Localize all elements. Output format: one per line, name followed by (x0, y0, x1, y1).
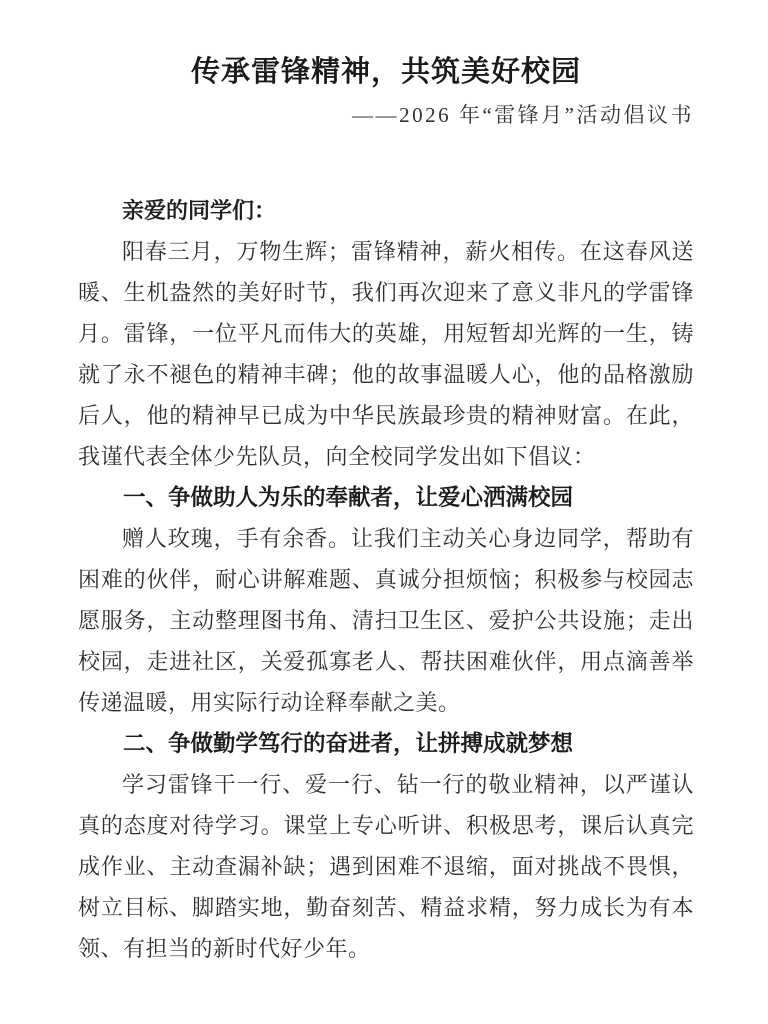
section-2-paragraph: 学习雷锋干一行、爱一行、钻一行的敬业精神，以严谨认真的态度对待学习。课堂上专心听讲、积极思考，课后认真完成作业、主动查漏补缺；遇到困难不退缩，面对挑战不畏惧，树立目标、脚踏实地，勤奋刻苦、精益求精，努力成长为有本领、有担当的新时代好少年。 (78, 772, 694, 961)
document-body (78, 190, 694, 969)
document-title: 传承雷锋精神，共筑美好校园 (190, 56, 581, 88)
section-1-heading: 一、争做助人为乐的奉献者，让爱心洒满校园 (123, 485, 574, 510)
salutation: 亲爱的同学们： (122, 198, 277, 223)
intro-paragraph: 阳春三月，万物生辉；雷锋精神，薪火相传。在这春风送暖、生机盎然的美好时节，我们再次迎来了意义非凡的学雷锋月。雷锋，一位平凡而伟大的英雄，用短暂却光辉的一生，铸就了永不褪色的精神丰碑；他的故事温暖人心，他的品格激励后人，他的精神早已成为中华民族最珍贵的精神财富。在此，我谨代表全体少先队员，向全校同学发出如下倡议： (78, 239, 694, 469)
document-subtitle: ——2026 年“雷锋月”活动倡议书 (352, 103, 694, 127)
section-2-heading: 二、争做勤学笃行的奋进者，让拼搏成就梦想 (123, 731, 574, 756)
section-1-paragraph: 赠人玫瑰，手有余香。让我们主动关心身边同学，帮助有困难的伙伴，耐心讲解难题、真诚分担烦恼；积极参与校园志愿服务，主动整理图书角、清扫卫生区、爱护公共设施；走出校园，走进社区，关爱孤寡老人、帮扶困难伙伴，用点滴善举传递温暖，用实际行动诠释奉献之美。 (78, 526, 694, 715)
